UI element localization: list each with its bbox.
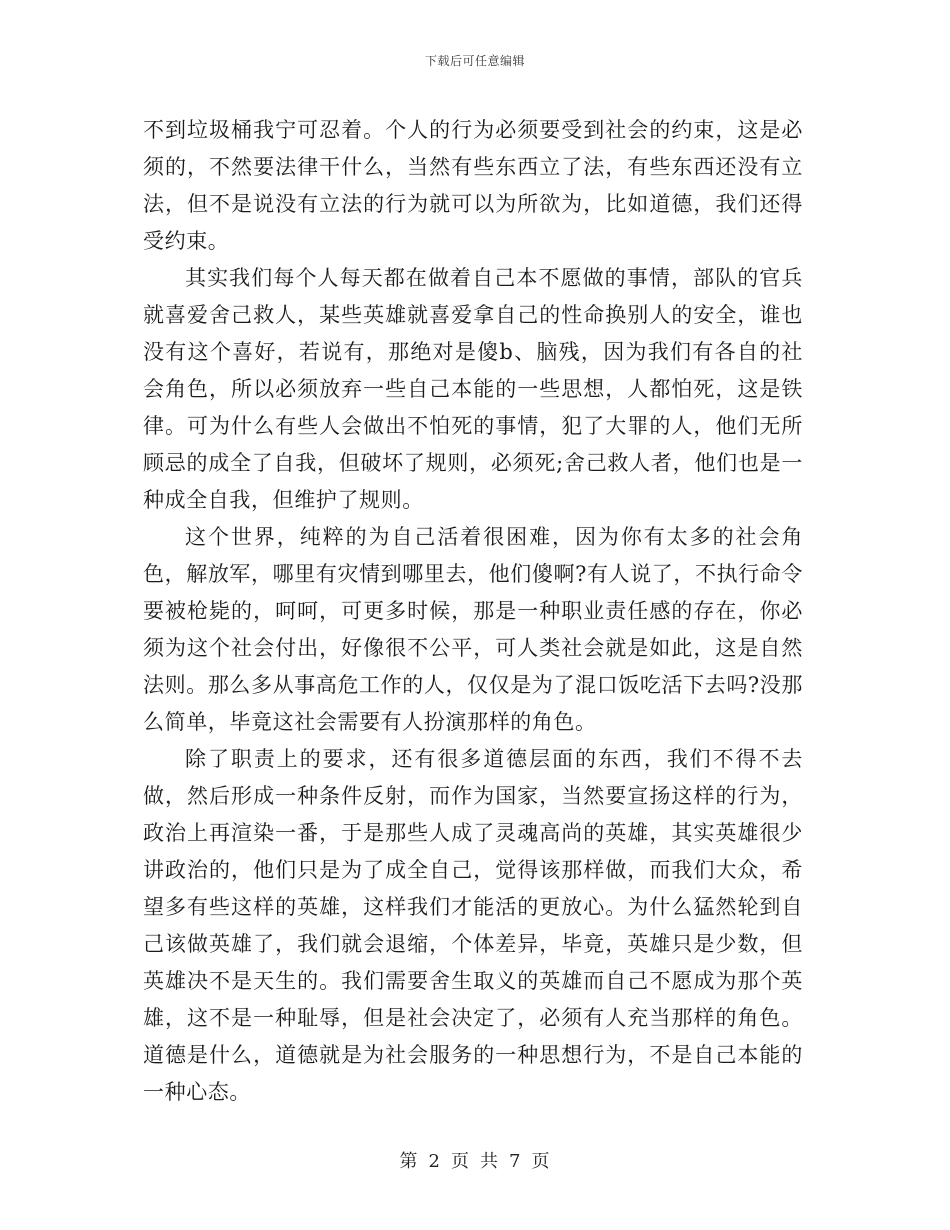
current-page-number: 2 xyxy=(428,1151,441,1172)
page-header: 下载后可任意编辑 xyxy=(424,54,525,68)
footer-di: 第 xyxy=(399,1151,419,1172)
paragraph: 除了职责上的要求，还有很多道德层面的东西，我们不得不去做，然后形成一种条件反射，而作为国家，当然要宣扬这样的行为，政治上再渲染一番，于是那些人成了灵魂高尚的英雄，其实英雄很少讲政治的，他们只是为了成全自己，觉得该那样做，而我们大众，希望多有些这样的英雄，这样我们才能活的更放心。为什么猛然轮到自己该做英雄了，我们就会退缩，个体差异，毕竟，英雄只是少数，但英雄决不是天生的。我们需要舍生取义的英雄而自己不愿成为那个英雄，这不是一种耻辱，但是社会决定了，必须有人充当那样的角色。道德是什么，道德就是为社会服务的一种思想行为，不是自己本能的一种心态。 xyxy=(143,747,803,1104)
document-body xyxy=(143,112,803,1111)
paragraph: 这个世界，纯粹的为自己活着很困难，因为你有太多的社会角色，解放军，哪里有灾情到哪里去，他们傻啊?有人说了，不执行命令要被枪毙的，呵呵，可更多时候，那是一种职业责任感的存在，你必须为这个社会付出，好像很不公平，可人类社会就是如此，这是自然法则。那么多从事高危工作的人，仅仅是为了混口饭吃活下去吗?没那么简单，毕竟这社会需要有人扮演那样的角色。 xyxy=(143,525,803,734)
footer-ye: 页 xyxy=(531,1151,551,1172)
paragraph-continuation: 不到垃圾桶我宁可忍着。个人的行为必须要受到社会的约束，这是必须的，不然要法律干什么，当然有些东西立了法，有些东西还没有立法，但不是说没有立法的行为就可以为所欲为，比如道德，我们还得受约束。 xyxy=(143,118,803,253)
footer-gong: 共 xyxy=(480,1151,499,1172)
page-footer xyxy=(0,1147,950,1173)
footer-ye: 页 xyxy=(451,1151,470,1172)
paragraph: 其实我们每个人每天都在做着自己本不愿做的事情，部队的官兵就喜爱舍己救人，某些英雄就喜爱拿自己的性命换别人的安全，谁也没有这个喜好，若说有，那绝对是傻b、脑残，因为我们有各自的社会角色，所以必须放弃一些自己本能的一些思想，人都怕死，这是铁律。可为什么有些人会做出不怕死的事情，犯了大罪的人，他们无所顾忌的成全了自我，但破坏了规则，必须死;舍己救人者，他们也是一种成全自我，但维护了规则。 xyxy=(143,266,803,512)
total-page-number: 7 xyxy=(509,1151,522,1172)
